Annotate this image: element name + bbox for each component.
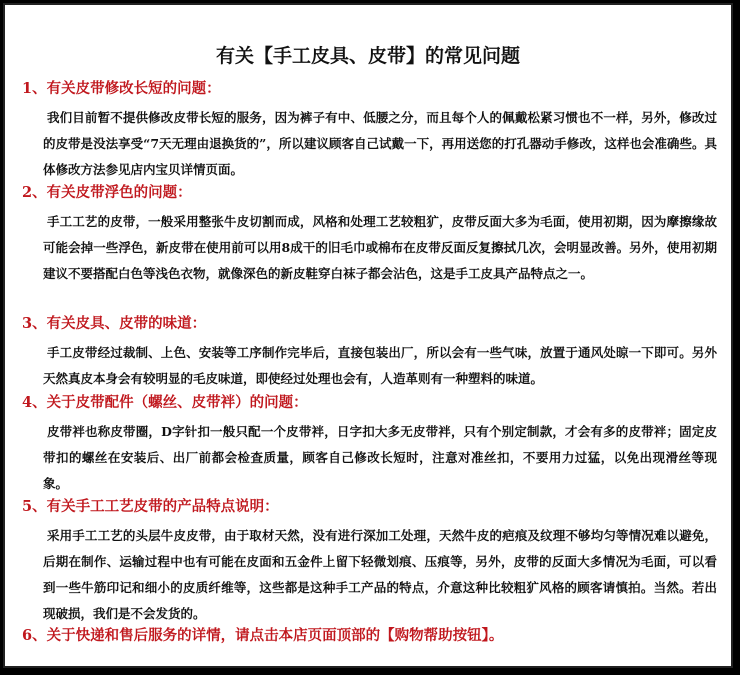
shopping-help-link[interactable]: 6、关于快递和售后服务的详情，请点击本店页面顶部的【购物帮助按钮】。 bbox=[22, 627, 504, 644]
faq-section-2 bbox=[5, 183, 731, 287]
faq-section-6 bbox=[5, 626, 731, 646]
faq-section-4 bbox=[5, 393, 731, 497]
section-title: 3、有关皮具、皮带的味道： bbox=[22, 315, 207, 332]
faq-section-5 bbox=[5, 497, 731, 627]
faq-section-3 bbox=[5, 314, 731, 392]
section-body: 采用手工工艺的头层牛皮皮带，由于取材天然，没有进行深加工处理，天然牛皮的疤痕及纹理不够均匀等情况难以避免，后期在制作、运输过程中也有可能在皮面和五金件上留下轻微划痕、压痕等，另外，皮带的反面大多情况为毛面，可以看到一些牛筋印记和细小的皮质纤维等，这些都是这种手工产品的特点，介意这种比较粗犷风格的顾客请慎拍。当然。若出现破损，我们是不会发货的。 bbox=[43, 528, 717, 621]
section-title: 5、有关手工工艺皮带的产品特点说明： bbox=[22, 498, 279, 515]
section-title: 4、关于皮带配件（螺丝、皮带袢）的问题： bbox=[22, 394, 308, 411]
section-title: 1、有关皮带修改长短的问题： bbox=[22, 80, 221, 97]
section-title: 2、有关皮带浮色的问题： bbox=[22, 184, 192, 201]
faq-panel bbox=[3, 3, 733, 668]
faq-section-1 bbox=[5, 79, 731, 183]
section-body: 我们目前暂不提供修改皮带长短的服务，因为裤子有中、低腰之分，而且每个人的佩戴松紧习惯也不一样，另外，修改过的皮带是没法享受“7天无理由退换货的”，所以建议顾客自己试戴一下，再用送您的打孔器动手修改，这样也会准确些。具体修改方法参见店内宝贝详情页面。 bbox=[43, 110, 717, 177]
page-title: 有关【手工皮具、皮带】的常见问题 bbox=[215, 45, 520, 67]
section-body: 手工皮带经过裁制、上色、安装等工序制作完毕后，直接包装出厂，所以会有一些气味，放置于通风处晾一下即可。另外天然真皮本身会有较明显的毛皮味道，即使经过处理也会有，人造革则有一种塑料的味道。 bbox=[43, 345, 717, 386]
section-body: 皮带袢也称皮带圈，D字针扣一般只配一个皮带袢，日字扣大多无皮带袢，只有个别定制款，才会有多的皮带袢；固定皮带扣的螺丝在安装后、出厂前都会检查质量，顾客自己修改长短时，注意对准丝扣，不要用力过猛，以免出现滑丝等现象。 bbox=[43, 424, 717, 491]
section-body: 手工工艺的皮带，一般采用整张牛皮切割而成，风格和处理工艺较粗犷，皮带反面大多为毛面，使用初期，因为摩擦缘故可能会掉一些浮色，新皮带在使用前可以用8成干的旧毛巾或棉布在皮带反面反复擦拭几次，会明显改善。另外，使用初期建议不要搭配白色等浅色衣物，就像深色的新皮鞋穿白袜子都会沾色，这是手工皮具产品特点之一。 bbox=[43, 214, 717, 281]
